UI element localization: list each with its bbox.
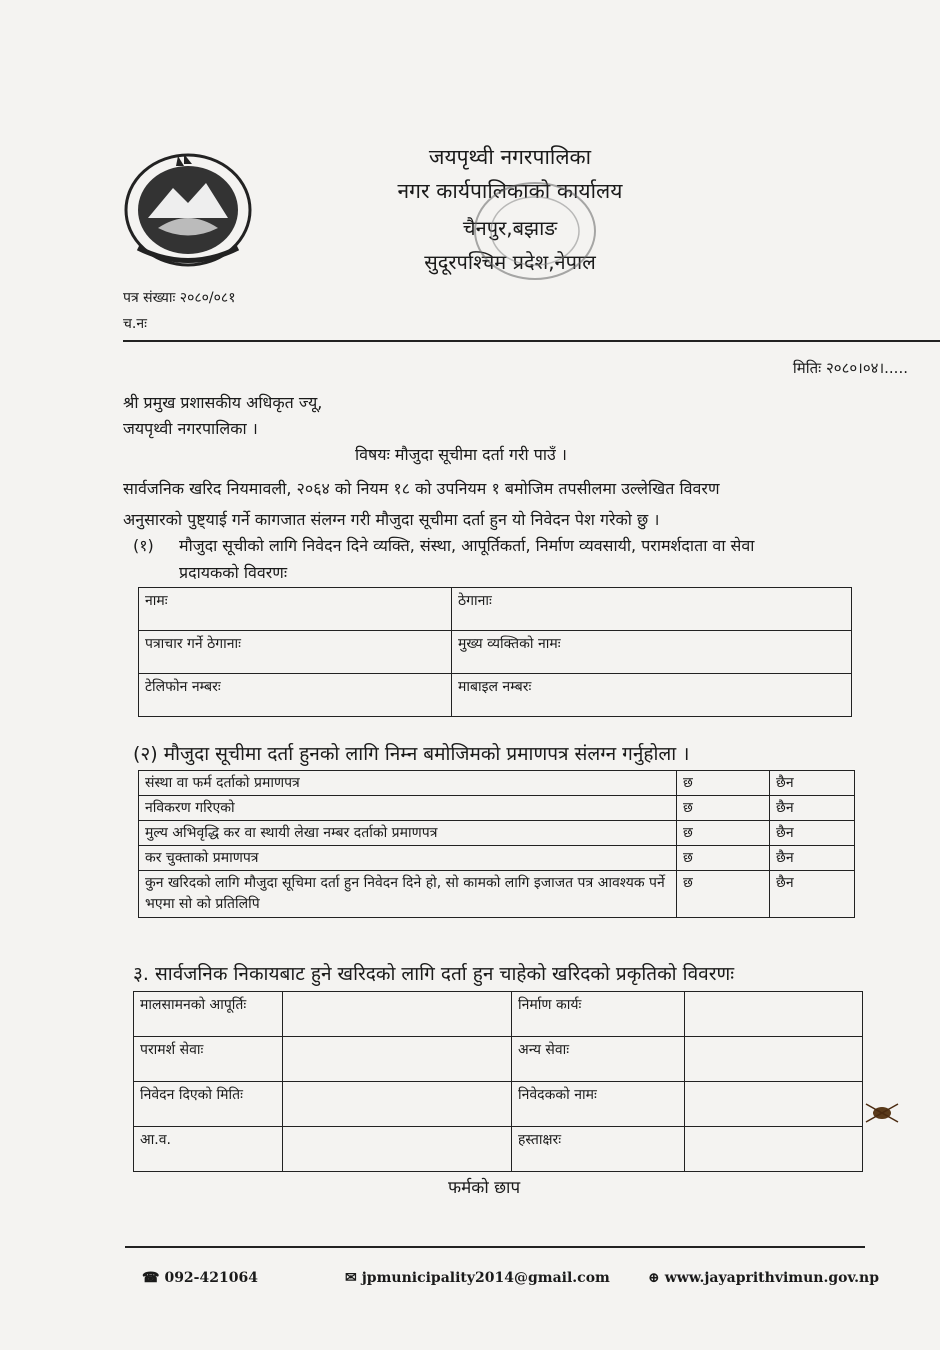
header-divider <box>123 340 940 342</box>
signature-input[interactable] <box>685 1127 863 1172</box>
applicant-name-input[interactable] <box>685 1082 863 1127</box>
certificate-item: कर चुक्ताको प्रमाणपत्र <box>139 846 677 871</box>
body-line-1: सार्वजनिक खरिद नियमावली, २०६४ को नियम १८ को उपनियम १ बमोजिम तपसीलमा उल्लेखित विवरण <box>123 479 720 498</box>
website-url[interactable]: www.jayaprithvimun.gov.np <box>664 1270 880 1286</box>
letter-date: मितिः २०८०।०४।..... <box>792 359 908 377</box>
certificate-item: नविकरण गरिएको <box>139 796 677 821</box>
email-address[interactable]: jpmunicipality2014@gmail.com <box>361 1270 610 1286</box>
no-option[interactable]: छैन <box>770 821 855 846</box>
phone-number: 092-421064 <box>164 1270 258 1286</box>
consulting-service-label: परामर्श सेवाः <box>134 1037 283 1082</box>
addressee-office: जयपृथ्वी नगरपालिका । <box>123 419 258 438</box>
other-service-input[interactable] <box>685 1037 863 1082</box>
no-option[interactable]: छैन <box>770 771 855 796</box>
table-row <box>139 871 855 918</box>
correspondence-address-field[interactable]: पत्राचार गर्ने ठेगानाः <box>139 631 452 674</box>
key-person-name-field[interactable]: मुख्य व्यक्तिको नामः <box>452 631 852 674</box>
nepal-emblem-icon <box>118 148 258 273</box>
application-date-label: निवेदन दिएको मितिः <box>134 1082 283 1127</box>
table-row <box>139 846 855 871</box>
body-line-2: अनुसारको पुष्ट्याई गर्ने कागजात संलग्न गरी मौजुदा सूचीमा दर्ता हुन यो निवेदन पेश गरेको छु । <box>123 510 660 529</box>
certificate-item: मुल्य अभिवृद्धि कर वा स्थायी लेखा नम्बर दर्ताको प्रमाणपत्र <box>139 821 677 846</box>
construction-label: निर्माण कार्यः <box>512 992 685 1037</box>
yes-option[interactable]: छ <box>677 846 770 871</box>
envelope-icon: ✉ <box>345 1270 357 1286</box>
fiscal-year-label: आ.व. <box>134 1127 283 1172</box>
other-service-label: अन्य सेवाः <box>512 1037 685 1082</box>
application-date-input[interactable] <box>283 1082 512 1127</box>
yes-option[interactable]: छ <box>677 796 770 821</box>
name-field[interactable]: नामः <box>139 588 452 631</box>
dispatch-number: च.नः <box>123 316 147 332</box>
procurement-nature-table <box>133 991 863 1172</box>
certificates-table <box>138 770 855 918</box>
globe-icon: ⊕ <box>648 1270 660 1286</box>
section3-heading: ३. सार्वजनिक निकायबाट हुने खरिदको लागि दर्ता हुन चाहेको खरिदको प्रकृतिको विवरणः <box>133 963 735 985</box>
goods-supply-label: मालसामनको आपूर्तिः <box>134 992 283 1037</box>
certificate-item: कुन खरिदको लागि मौजुदा सूचिमा दर्ता हुन निवेदन दिने हो, सो कामको लागि इजाजत पत्र आवश्यक पर्ने भएमा सो को प्रतिलिपि <box>139 871 677 918</box>
header-office-type: नगर कार्यपालिकाको कार्यालय <box>397 179 623 203</box>
table-row <box>139 674 852 717</box>
consulting-service-input[interactable] <box>283 1037 512 1082</box>
header-province: सुदूरपश्चिम प्रदेश,नेपाल <box>424 250 596 274</box>
applicant-name-label: निवेदकको नामः <box>512 1082 685 1127</box>
no-option[interactable]: छैन <box>770 846 855 871</box>
footer-phone <box>142 1270 258 1286</box>
address-field[interactable]: ठेगानाः <box>452 588 852 631</box>
section1-heading <box>133 532 754 560</box>
office-stamp-icon <box>470 176 600 286</box>
letter-number: पत्र संख्याः २०८०/०८१ <box>123 290 236 306</box>
signature-label: हस्ताक्षरः <box>512 1127 685 1172</box>
table-row <box>139 588 852 631</box>
header-office-name: जयपृथ्वी नगरपालिका <box>428 145 592 169</box>
header-location: चैनपुर,बझाङ <box>462 216 558 240</box>
construction-input[interactable] <box>685 992 863 1037</box>
telephone-field[interactable]: टेलिफोन नम्बरः <box>139 674 452 717</box>
goods-supply-input[interactable] <box>283 992 512 1037</box>
applicant-details-table <box>138 587 852 717</box>
firm-seal-label: फर्मको छाप <box>448 1178 521 1198</box>
footer-email <box>345 1270 610 1286</box>
certificate-item: संस्था वा फर्म दर्ताको प्रमाणपत्र <box>139 771 677 796</box>
mobile-field[interactable]: माबाइल नम्बरः <box>452 674 852 717</box>
phone-icon: ☎ <box>142 1270 160 1286</box>
footer-divider <box>125 1246 865 1248</box>
yes-option[interactable]: छ <box>677 821 770 846</box>
table-row <box>134 1082 863 1127</box>
insect-icon <box>862 1096 902 1130</box>
letter-subject: विषयः मौजुदा सूचीमा दर्ता गरी पाउँ । <box>355 445 567 464</box>
table-row <box>139 771 855 796</box>
table-row <box>134 1037 863 1082</box>
section2-heading: (२) मौजुदा सूचीमा दर्ता हुनको लागि निम्न बमोजिमको प्रमाणपत्र संलग्न गर्नुहोला । <box>133 743 690 765</box>
table-row <box>134 1127 863 1172</box>
footer-website <box>648 1270 879 1286</box>
fiscal-year-input[interactable] <box>283 1127 512 1172</box>
table-row <box>139 631 852 674</box>
section1-title: मौजुदा सूचीको लागि निवेदन दिने व्यक्ति, संस्था, आपूर्तिकर्ता, निर्माण व्यवसायी, परामर्शदाता वा सेवा <box>179 536 755 555</box>
addressee-title: श्री प्रमुख प्रशासकीय अधिकृत ज्यू, <box>123 393 323 412</box>
no-option[interactable]: छैन <box>770 796 855 821</box>
yes-option[interactable]: छ <box>677 871 770 918</box>
no-option[interactable]: छैन <box>770 871 855 918</box>
table-row <box>134 992 863 1037</box>
table-row <box>139 821 855 846</box>
table-row <box>139 796 855 821</box>
section1-title-cont: प्रदायकको विवरणः <box>179 563 288 582</box>
section1-number: (१) <box>133 536 154 555</box>
yes-option[interactable]: छ <box>677 771 770 796</box>
